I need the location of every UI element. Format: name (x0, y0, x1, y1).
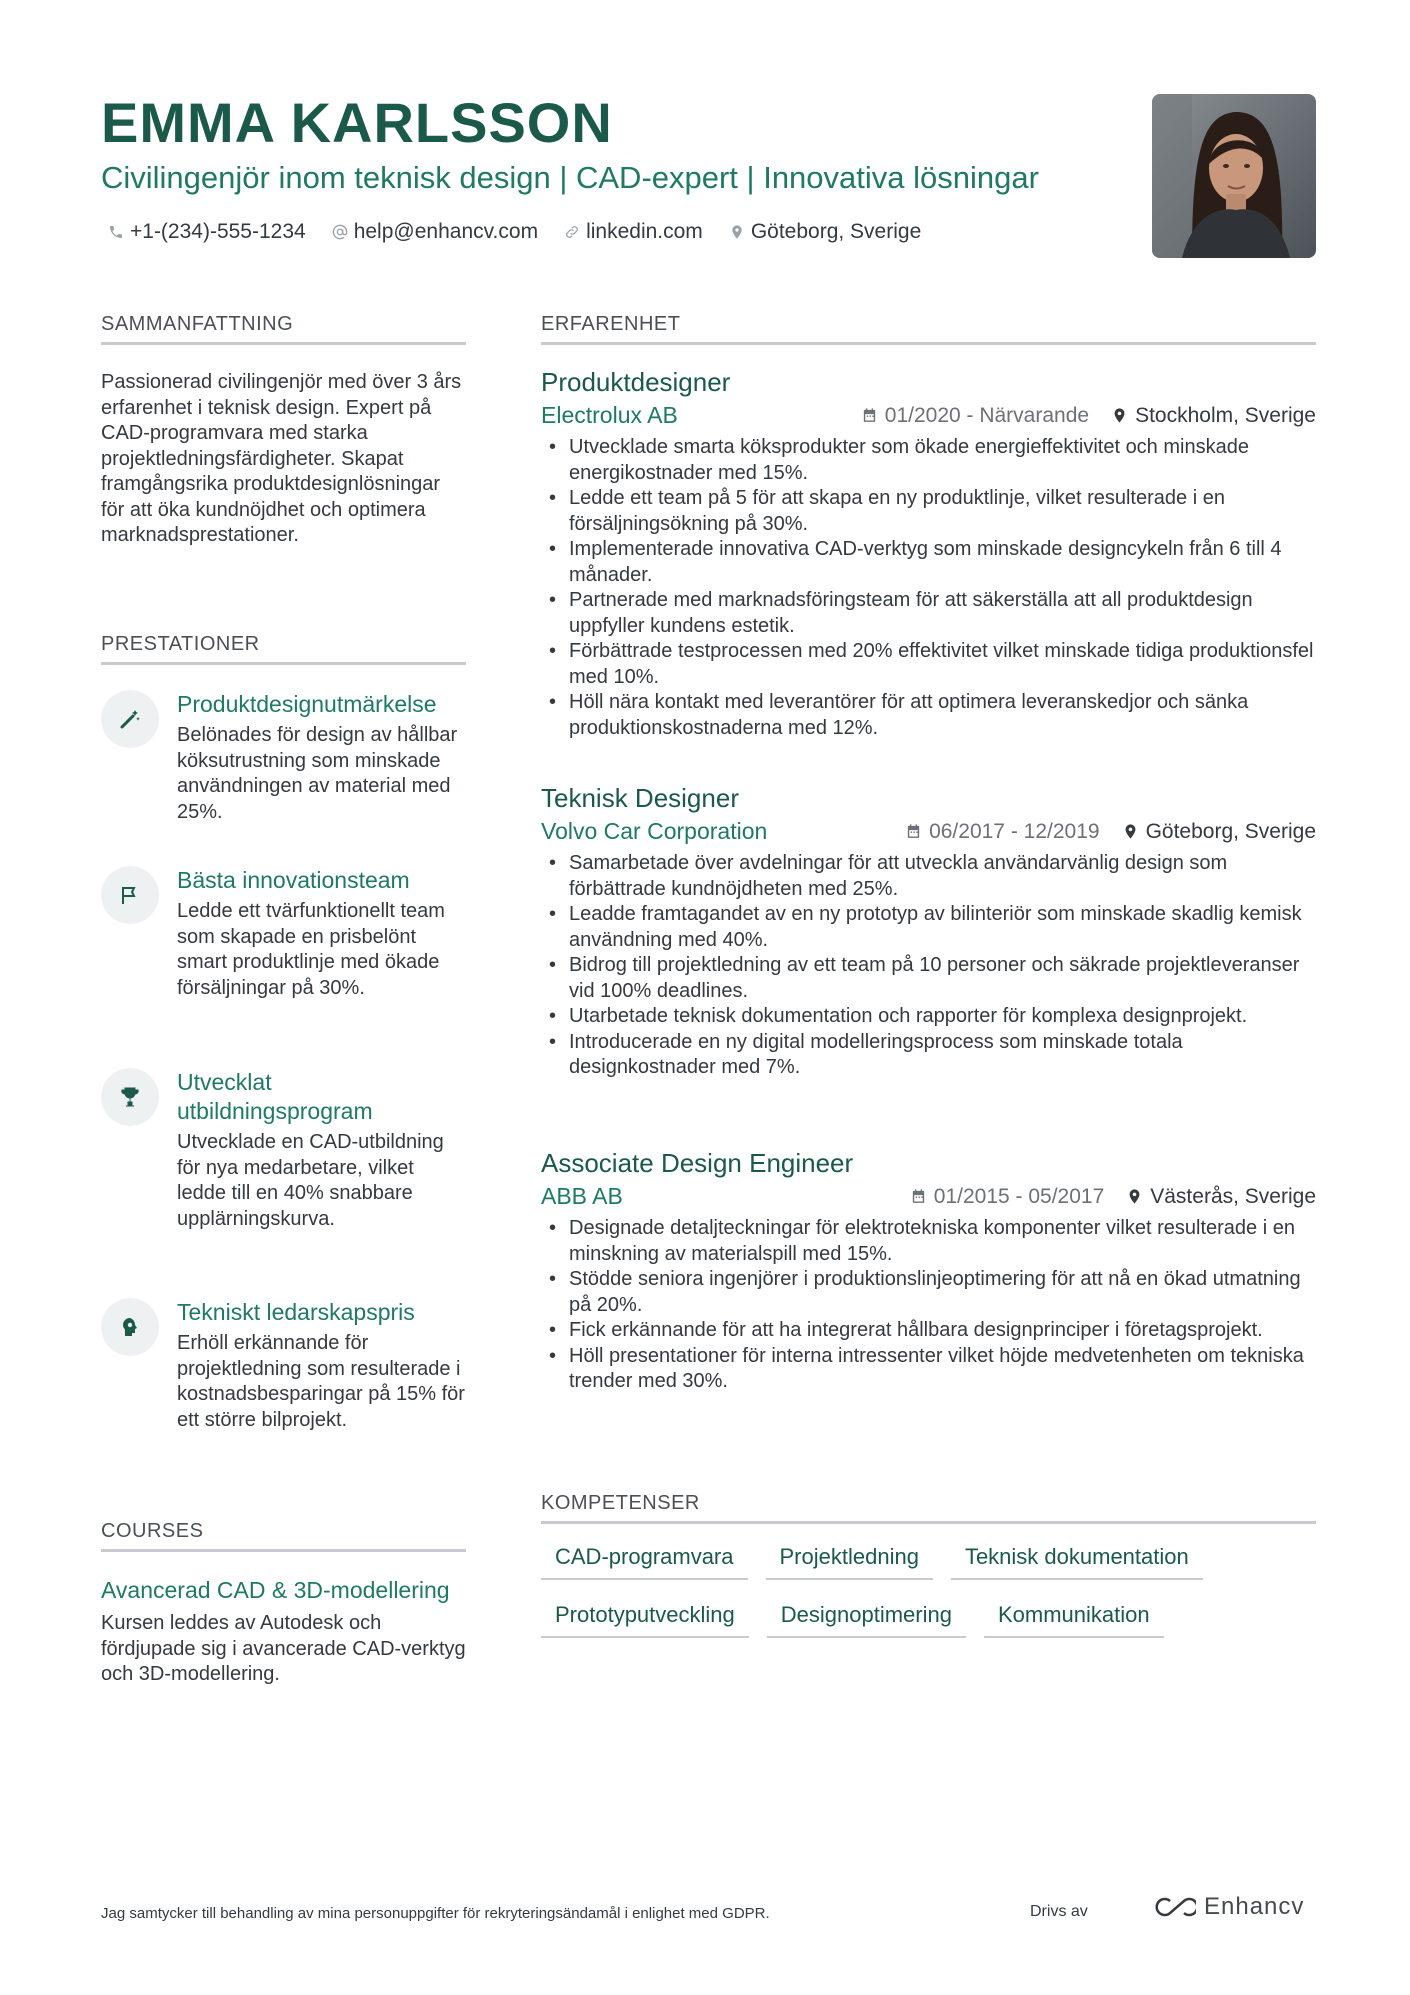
achievement-icon-wrap (101, 866, 159, 924)
location-pin-icon (729, 224, 745, 240)
job-bullet: • Förbättrade testprocessen med 20% effektivitet vilket minskade tidiga produktionsfel med 10%. (541, 639, 1316, 690)
job-bullet: • Samarbetade över avdelningar för att utveckla användarvänlig design som förbättrade kundnöjdheten med 25%. (541, 851, 1316, 902)
company-name: ABB AB (541, 1183, 623, 1209)
job-dates-text: 01/2015 - 05/2017 (933, 1184, 1105, 1208)
job-bullets (541, 851, 1316, 1081)
achievement-title: Produktdesignutmärkelse (177, 691, 437, 717)
job-location (1111, 404, 1316, 428)
phone-text: +1-(234)-555-1234 (130, 220, 306, 243)
trophy-icon (118, 1085, 142, 1109)
job-bullet: • Designade detaljteckningar för elektrotekniska komponenter vilket resulterade i en minskning av materialspill med 15%. (541, 1216, 1316, 1267)
company-name: Electrolux AB (541, 402, 678, 428)
calendar-icon (905, 823, 922, 840)
head-idea-icon (118, 1315, 142, 1339)
location-pin-icon (1111, 407, 1128, 424)
achievement-title: Tekniskt ledarskapspris (177, 1299, 415, 1325)
enhancv-logo-icon (1150, 1895, 1196, 1919)
brand-name: Enhancv (1204, 1893, 1305, 1920)
job-location-text: Västerås, Sverige (1150, 1184, 1316, 1208)
job-location (1122, 820, 1316, 844)
summary-text: Passionerad civilingenjör med över 3 års erfarenhet i teknisk design. Expert på CAD-programvara med starka projektledningsfärdigheter. Skapat framgångsrika produktdesignlösningar för att öka kundnöjdhet och optimera marknadsprestationer. (101, 371, 462, 546)
headline: Civilingenjör inom teknisk design | CAD-expert | Innovativa lösningar (101, 160, 1039, 195)
achievement-icon-wrap (101, 1298, 159, 1356)
achievement-title: Utvecklat utbildningsprogram (177, 1069, 373, 1124)
job-entry (541, 782, 1316, 1081)
job-dates (861, 404, 1089, 428)
skill-tag: CAD-programvara (541, 1544, 748, 1580)
flag-icon (118, 883, 142, 907)
job-bullet: • Partnerade med marknadsföringsteam för att säkerställa att all produktdesign uppfyller kundens estetik. (541, 588, 1316, 639)
job-location-text: Göteborg, Sverige (1145, 819, 1316, 843)
contact-phone[interactable] (108, 220, 306, 244)
achievement-text: Utvecklade en CAD-utbildning för nya medarbetare, vilket ledde till en 40% snabbare upplärningskurva. (177, 1131, 444, 1230)
achievement-item (101, 1298, 466, 1433)
job-bullet: • Ledde ett team på 5 för att skapa en ny produktlinje, vilket resulterade i en försäljningsökning på 30%. (541, 486, 1316, 537)
course-title: Avancerad CAD & 3D-modellering (101, 1577, 450, 1603)
job-bullet: • Fick erkännande för att ha integrerat hållbara designprinciper i företagsprojekt. (541, 1318, 1316, 1344)
calendar-icon (861, 407, 878, 424)
job-bullet: • Bidrog till projektledning av ett team på 10 personer och säkrade projektleveranser vid 100% deadlines. (541, 953, 1316, 1004)
email-text: help@enhancv.com (353, 220, 539, 243)
job-entry (541, 1147, 1316, 1395)
job-bullet: • Introducerade en ny digital modelleringsprocess som minskade totala designkostnader med 7%. (541, 1030, 1316, 1081)
contact-location (729, 220, 921, 244)
calendar-icon (910, 1188, 927, 1205)
skill-tag: Prototyputveckling (541, 1602, 749, 1638)
achievement-icon-wrap (101, 690, 159, 748)
magic-wand-icon (118, 707, 142, 731)
location-text: Göteborg, Sverige (750, 220, 922, 243)
portrait-image (1152, 94, 1316, 258)
company-name: Volvo Car Corporation (541, 818, 768, 844)
job-dates (905, 820, 1099, 844)
course-item (101, 1576, 466, 1688)
job-bullet: • Utarbetade teknisk dokumentation och rapporter för komplexa designprojekt. (541, 1004, 1316, 1030)
gdpr-consent: Jag samtycker till behandling av mina personuppgifter för rekryteringsändamål i enlighet med GDPR. (101, 1905, 770, 1922)
contact-linkedin[interactable] (564, 220, 703, 244)
achievement-text: Belönades för design av hållbar köksutrustning som minskade användningen av material med 25%. (177, 724, 458, 823)
skill-tag: Teknisk dokumentation (951, 1544, 1203, 1580)
achievement-text: Ledde ett tvärfunktionellt team som skapade en prisbelönt smart produktlinje med ökade försäljningar på 30%. (177, 900, 445, 999)
skills-list (541, 1544, 1316, 1638)
achievement-title: Bästa innovationsteam (177, 867, 410, 893)
contact-email[interactable] (332, 220, 538, 244)
skills-section-title: KOMPETENSER (541, 1492, 1316, 1524)
powered-by-label: Drivs av (1030, 1903, 1088, 1920)
experience-section-title: ERFARENHET (541, 313, 1316, 345)
job-bullet: • Stödde seniora ingenjörer i produktionslinjeoptimering för att nå en ökad utmatning på 20%. (541, 1267, 1316, 1318)
achievement-item (101, 690, 466, 825)
at-icon (332, 224, 348, 240)
linkedin-text: linkedin.com (586, 220, 703, 243)
achievement-icon-wrap (101, 1068, 159, 1126)
job-bullet: • Höll nära kontakt med leverantörer för att optimera leveranskedjor och sänka produktionskostnaderna med 12%. (541, 690, 1316, 741)
job-location (1126, 1185, 1316, 1209)
achievement-item (101, 1068, 466, 1232)
location-pin-icon (1122, 823, 1139, 840)
job-dates (910, 1185, 1104, 1209)
achievement-item (101, 866, 466, 1001)
link-icon (564, 224, 580, 240)
job-bullet: • Utvecklade smarta köksprodukter som ökade energieffektivitet och minskade energikostnader med 15%. (541, 435, 1316, 486)
job-title: Associate Design Engineer (541, 1148, 854, 1178)
job-entry (541, 366, 1316, 741)
achievements-section-title: PRESTATIONER (101, 633, 466, 665)
skill-tag: Projektledning (766, 1544, 933, 1580)
location-pin-icon (1126, 1188, 1143, 1205)
job-bullet: • Implementerade innovativa CAD-verktyg som minskade designcykeln från 6 till 4 månader. (541, 537, 1316, 588)
job-location-text: Stockholm, Sverige (1135, 403, 1316, 427)
skill-tag: Designoptimering (767, 1602, 966, 1638)
job-dates-text: 06/2017 - 12/2019 (929, 819, 1100, 843)
candidate-name: EMMA KARLSSON (101, 91, 613, 154)
brand-logo[interactable] (1150, 1893, 1304, 1921)
job-title: Teknisk Designer (541, 783, 739, 813)
course-text: Kursen leddes av Autodesk och fördjupade sig i avancerade CAD-verktyg och 3D-modellering. (101, 1612, 466, 1685)
contact-bar (108, 220, 921, 244)
skill-tag: Kommunikation (984, 1602, 1164, 1638)
job-bullet: • Höll presentationer för interna intressenter vilket höjde medvetenheten om tekniska trender med 30%. (541, 1344, 1316, 1395)
job-title: Produktdesigner (541, 367, 731, 397)
job-bullets (541, 1216, 1316, 1395)
job-bullet: • Leadde framtagandet av en ny prototyp av bilinteriör som minskade skadlig kemisk användning med 40%. (541, 902, 1316, 953)
achievement-text: Erhöll erkännande för projektledning som resulterade i kostnadsbesparingar på 15% för ett större bilprojekt. (177, 1332, 465, 1431)
job-dates-text: 01/2020 - Närvarande (884, 403, 1090, 427)
phone-icon (108, 224, 124, 240)
summary-section-title: SAMMANFATTNING (101, 313, 466, 345)
profile-photo (1152, 94, 1316, 258)
courses-section-title: COURSES (101, 1520, 466, 1552)
job-bullets (541, 435, 1316, 741)
